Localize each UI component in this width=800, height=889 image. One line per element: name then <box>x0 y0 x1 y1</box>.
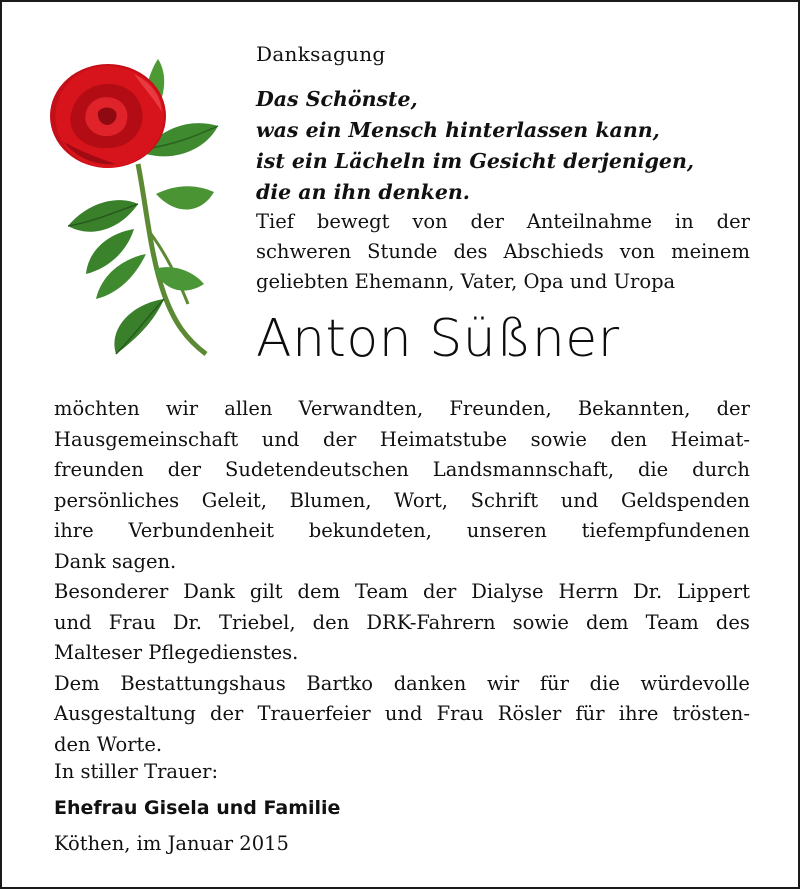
word: ihre <box>618 702 659 725</box>
word: von <box>619 240 656 263</box>
body-line <box>54 669 750 700</box>
word: der <box>716 210 750 233</box>
word: bekundeten, <box>308 519 432 542</box>
word: schweren <box>256 240 352 263</box>
word: Bekannten, <box>577 397 691 420</box>
word: Frau <box>108 610 156 634</box>
word: durch <box>692 458 750 481</box>
word: Geleit, <box>201 488 267 512</box>
word: trösten- <box>672 702 750 725</box>
word: Schrift <box>470 488 539 512</box>
word: Frau <box>436 702 484 725</box>
word: sowie <box>512 610 569 634</box>
quote-line: ist ein Lächeln im Gesicht derjenigen, <box>256 149 694 173</box>
word: der <box>423 580 457 603</box>
word: Dr. <box>172 610 202 634</box>
word: Verwandten, <box>298 397 424 420</box>
word: gilt <box>249 580 283 603</box>
word: tiefempfundenen <box>581 519 750 542</box>
word: des <box>715 610 750 634</box>
word: möchten <box>54 397 140 420</box>
word: wir <box>486 671 520 695</box>
word: Dem <box>54 671 100 695</box>
word: Abschieds <box>503 240 604 263</box>
word: wir <box>165 397 199 420</box>
word: der <box>470 210 504 233</box>
word: unseren <box>466 519 547 542</box>
word: in <box>674 210 694 233</box>
word: Geldspenden <box>620 488 750 512</box>
intro-line <box>256 207 750 237</box>
word: Team <box>645 610 699 634</box>
word: der <box>322 427 357 451</box>
word: dem <box>586 610 629 634</box>
red-rose-icon <box>46 54 236 364</box>
word: Ausgestaltung <box>54 702 196 725</box>
word: der <box>167 458 202 481</box>
word: persönliches <box>54 488 180 512</box>
word: Besonderer <box>54 580 169 603</box>
body-line: Malteser Pflegedienstes. <box>54 641 299 664</box>
word: von <box>412 210 448 233</box>
closing-block <box>54 754 340 862</box>
word: Lippert <box>677 580 750 603</box>
notice-heading: Danksagung <box>256 42 386 66</box>
word: Team <box>354 580 409 603</box>
word: allen <box>224 397 273 420</box>
word: Freunden, <box>449 397 552 420</box>
body-line <box>54 455 750 486</box>
quote-line: Das Schönste, <box>256 87 418 111</box>
word: für <box>575 702 605 725</box>
word: sowie <box>530 427 587 451</box>
body-line: Dank sagen. <box>54 549 177 573</box>
word: und <box>261 427 300 451</box>
intro-paragraph <box>256 207 750 297</box>
word: Blumen, <box>289 488 372 512</box>
word: Triebel, <box>219 610 296 634</box>
body-line <box>54 394 750 425</box>
word: der <box>716 397 750 420</box>
word: würdevolle <box>640 671 750 695</box>
word: Rösler <box>497 702 562 725</box>
word: und <box>384 702 423 725</box>
quote-line: die an ihn denken. <box>256 180 470 204</box>
word: und <box>560 488 599 512</box>
word: Verbundenheit <box>128 519 274 542</box>
word: Heimatstube <box>379 427 508 451</box>
mourning-line: In stiller Trauer: <box>54 760 219 783</box>
word: DRK-Fahrern <box>366 610 496 634</box>
word: meinem <box>671 240 750 263</box>
intro-line <box>256 237 750 267</box>
word: danken <box>393 671 467 695</box>
word: die <box>637 458 669 481</box>
word: Landsmannschaft, <box>432 458 615 481</box>
word: den <box>610 427 648 451</box>
word: für <box>539 671 569 695</box>
word: Trauerfeier <box>257 702 371 725</box>
family-signature: Ehefrau Gisela und Familie <box>54 797 341 819</box>
word: Stunde <box>367 240 438 263</box>
intro-line: geliebten Ehemann, Vater, Opa und Uropa <box>256 270 676 293</box>
word: Tief <box>256 210 295 233</box>
body-line: den Worte. <box>54 732 163 756</box>
word: Dialyse <box>471 580 544 603</box>
deceased-name: Anton Süßner <box>256 309 620 369</box>
place-date: Köthen, im Januar 2015 <box>54 832 289 855</box>
word: Bestattungshaus <box>120 671 286 695</box>
body-line <box>54 516 750 547</box>
quote-line: was ein Mensch hinterlassen kann, <box>256 118 660 142</box>
word: Dank <box>183 580 235 603</box>
body-line <box>54 699 750 730</box>
word: freunden <box>54 458 144 481</box>
gratitude-paragraph <box>54 394 750 760</box>
body-line <box>54 425 750 456</box>
word: Heimat- <box>670 427 750 451</box>
word: Herrn <box>558 580 619 603</box>
word: ihre <box>54 519 94 542</box>
word: Dr. <box>633 580 663 603</box>
word: Wort, <box>394 488 448 512</box>
word: den <box>312 610 350 634</box>
body-line <box>54 577 750 608</box>
word: Hausgemeinschaft <box>54 427 239 451</box>
word: Bartko <box>306 671 374 695</box>
word: Anteilnahme <box>526 210 653 233</box>
word: dem <box>297 580 341 603</box>
word: des <box>453 240 488 263</box>
word: bewegt <box>316 210 390 233</box>
word: Sudetendeutschen <box>224 458 409 481</box>
word: der <box>209 702 244 725</box>
word: die <box>589 671 620 695</box>
body-line <box>54 608 750 639</box>
memorial-quote <box>256 84 694 208</box>
body-line <box>54 486 750 517</box>
word: und <box>54 610 92 634</box>
